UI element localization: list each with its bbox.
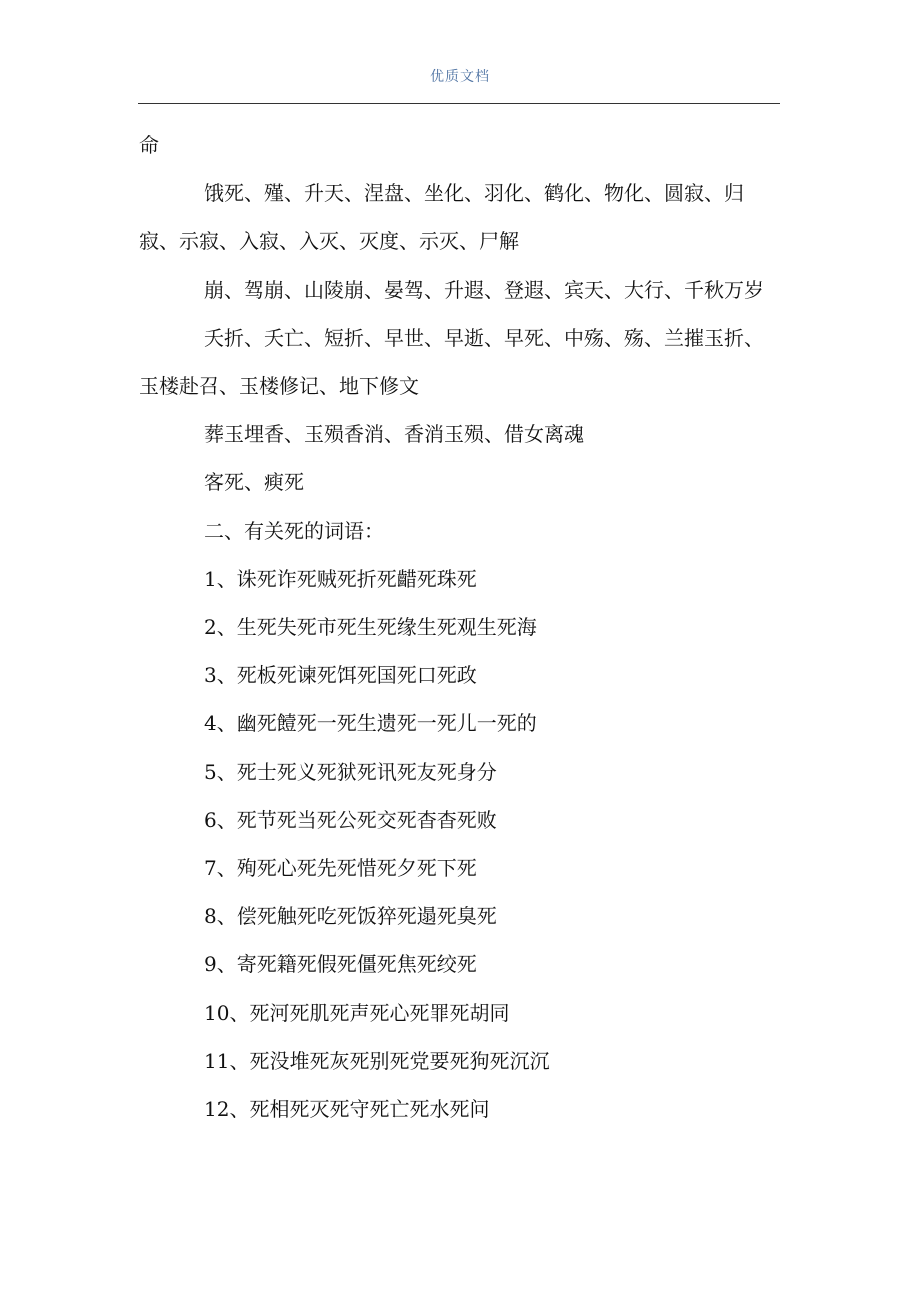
list-item: 7、殉死心死先死惜死夕死下死: [204, 856, 477, 881]
list-item: 3、死板死谏死饵死国死口死政: [204, 663, 477, 688]
list-item: 8、偿死触死吃死饭猝死遢死臭死: [204, 904, 497, 929]
list-item: 12、死相死灭死守死亡死水死问: [204, 1097, 490, 1122]
document-header: 优质文档: [430, 69, 490, 85]
list-item: 9、寄死籍死假死僵死焦死绞死: [204, 952, 477, 977]
paragraph-imperial-death-terms: 崩、驾崩、山陵崩、晏驾、升遐、登遐、宾天、大行、千秋万岁: [204, 277, 764, 302]
section-heading: 二、有关死的词语：: [204, 518, 384, 543]
list-item: 4、幽死饐死一死生遗死一死儿一死的: [204, 711, 537, 736]
paragraph-early-death-terms: 夭折、夭亡、短折、早世、早逝、早死、中殇、殇、兰摧玉折、玉楼赴召、玉楼修记、地下修文: [139, 325, 764, 399]
list-item: 10、死河死肌死声死心死罪死胡同: [204, 1000, 510, 1025]
text-line-continuation: 命: [139, 133, 159, 157]
list-item: 11、死没堆死灰死别死党要死狗死沉沉: [204, 1048, 550, 1073]
header-divider: [138, 103, 780, 104]
list-item: 2、生死失死市死生死缘生死观生死海: [204, 615, 537, 640]
list-item: 6、死节死当死公死交死杳杳死败: [204, 807, 497, 832]
document-body: [139, 121, 781, 1133]
paragraph-female-death-terms: 葬玉埋香、玉殒香消、香消玉殒、借女离魂: [204, 422, 584, 447]
list-item: 5、死士死义死狱死讯死友死身分: [204, 759, 497, 784]
paragraph-buddhist-death-terms: 饿死、殣、升天、涅盘、坐化、羽化、鹤化、物化、圆寂、归寂、示寂、入寂、入灭、灭度、示灭、尸解: [139, 181, 744, 254]
list-item: 1、诛死诈死贼死折死齰死珠死: [204, 566, 477, 591]
paragraph-misc-death-terms: 客死、瘐死: [204, 470, 304, 495]
